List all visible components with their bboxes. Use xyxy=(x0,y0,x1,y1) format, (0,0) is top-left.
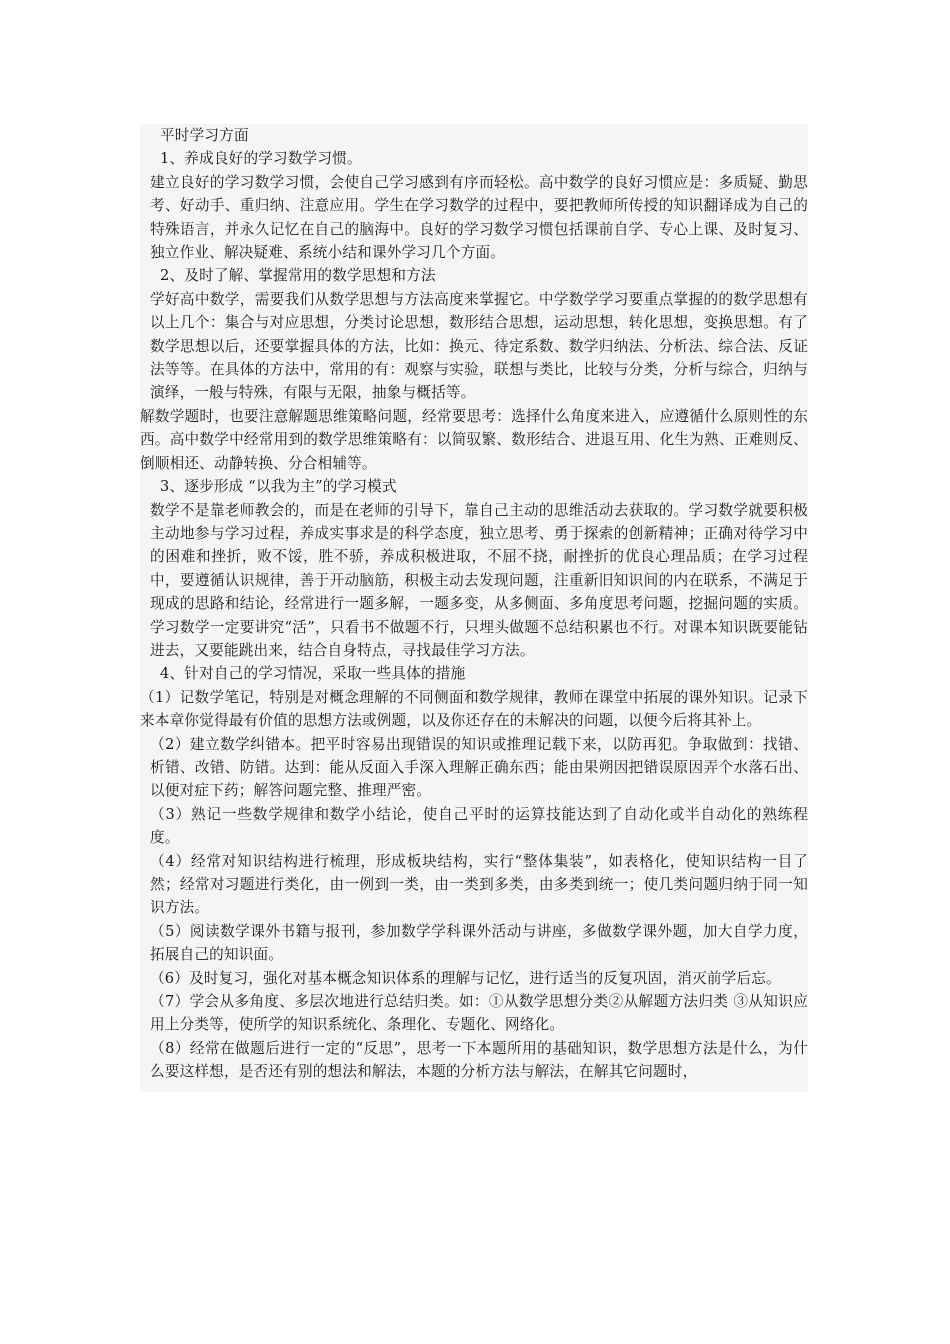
section-4-title: 4、针对自己的学习情况，采取一些具体的措施 xyxy=(160,665,466,683)
measure-item-2: （2）建立数学纠错本。把平时容易出现错误的知识或推理记载下来，以防再犯。争取做到：找错、析错、改错、防错。达到：能从反面入手深入理解正确东西；能由果朔因把错误原因弄个水落石出、以便对症下药；解答问题完整、推理严密。 xyxy=(150,735,808,800)
section-1-title: 1、养成良好的学习数学习惯。 xyxy=(160,150,362,168)
measure-item-1: （1）记数学笔记，特别是对概念理解的不同侧面和数学规律，教师在课堂中拓展的课外知识。记录下来本章你觉得最有价值的思想方法或例题，以及你还存在的未解决的问题，以便今后将其补上。 xyxy=(140,688,808,730)
section-2-body-2: 解数学题时，也要注意解题思维策略问题，经常要思考：选择什么角度来进入，应遵循什么原则性的东西。高中数学中经常用到的数学思维策略有：以简驭繁、数形结合、进退互用、化生为熟、正难则反、倒顺相还、动静转换、分合相辅等。 xyxy=(140,407,808,472)
section-3-body: 数学不是靠老师教会的，而是在老师的引导下，靠自己主动的思维活动去获取的。学习数学就要积极主动地参与学习过程，养成实事求是的科学态度，独立思考、勇于探索的创新精神；正确对待学习中的困难和挫折，败不馁，胜不骄，养成积极进取，不屈不挠，耐挫折的优良心理品质；在学习过程中，要遵循认识规律，善于开动脑筋，积极主动去发现问题，注重新旧知识间的内在联系，不满足于现成的思路和结论，经常进行一题多解，一题多变，从多侧面、多角度思考问题，挖掘问题的实质。学习数学一定要讲究“活”，只看书不做题不行，只埋头做题不总结积累也不行。对课本知识既要能钻进去，又要能跳出来，结合自身特点，寻找最佳学习方法。 xyxy=(150,501,808,659)
measure-item-8: （8）经常在做题后进行一定的“反思”，思考一下本题所用的基础知识，数学思想方法是什么，为什么要这样想，是否还有别的想法和解法，本题的分析方法与解法，在解其它问题时， xyxy=(150,1039,808,1081)
section-2-title: 2、及时了解、掌握常用的数学思想和方法 xyxy=(160,267,436,285)
section-3-title: 3、逐步形成 “以我为主”的学习模式 xyxy=(160,478,397,496)
measure-item-3: （3）熟记一些数学规律和数学小结论，使自己平时的运算技能达到了自动化或半自动化的熟练程度。 xyxy=(150,805,808,847)
section-2-body-1: 学好高中数学，需要我们从数学思想与方法高度来掌握它。中学数学学习要重点掌握的的数学思想有以上几个：集合与对应思想，分类讨论思想，数形结合思想，运动思想，转化思想，变换思想。有了数学思想以后，还要掌握具体的方法，比如：换元、待定系数、数学归纳法、分析法、综合法、反证法等等。在具体的方法中，常用的有：观察与实验，联想与类比，比较与分类，分析与综合，归纳与演绎，一般与特殊，有限与无限，抽象与概括等。 xyxy=(150,290,808,402)
measure-item-5: （5）阅读数学课外书籍与报刊，参加数学学科课外活动与讲座，多做数学课外题，加大自学力度，拓展自己的知识面。 xyxy=(150,922,808,964)
section-1-body: 建立良好的学习数学习惯，会使自己学习感到有序而轻松。高中数学的良好习惯应是：多质疑、勤思考、好动手、重归纳、注意应用。学生在学习数学的过程中，要把教师所传授的知识翻译成为自己的特殊语言，并永久记忆在自己的脑海中。良好的学习数学习惯包括课前自学、专心上课、及时复习、独立作业、解决疑难、系统小结和课外学习几个方面。 xyxy=(150,173,808,262)
page-end-spacer xyxy=(140,1084,808,1092)
article-body xyxy=(140,124,808,1092)
measure-item-6: （6）及时复习，强化对基本概念知识体系的理解与记忆，进行适当的反复巩固，消灭前学后忘。 xyxy=(150,969,781,987)
article-heading: 平时学习方面 xyxy=(160,127,249,144)
measure-item-4: （4）经常对知识结构进行梳理，形成板块结构，实行“整体集装”，如表格化，使知识结构一目了然；经常对习题进行类化，由一例到一类，由一类到多类，由多类到统一；使几类问题归纳于同一知识方法。 xyxy=(150,852,808,917)
measure-item-7: （7）学会从多角度、多层次地进行总结归类。如：①从数学思想分类②从解题方法归类 ③从知识应用上分类等，使所学的知识系统化、条理化、专题化、网络化。 xyxy=(150,993,808,1034)
